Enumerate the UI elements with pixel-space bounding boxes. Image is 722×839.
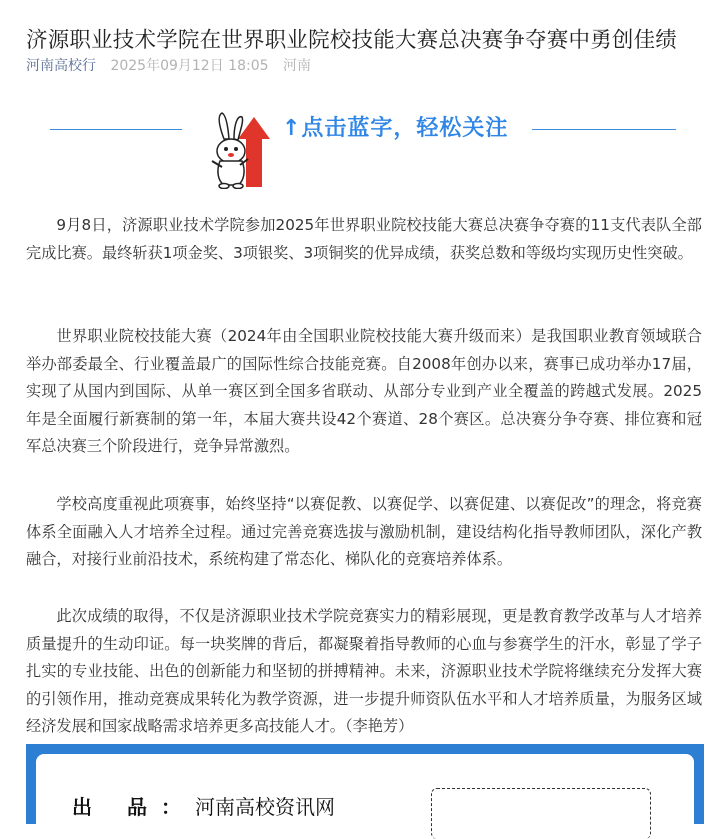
publish-time: 2025年09月12日 18:05 [110,58,269,74]
source-value: 河南高校资讯网 [194,795,335,819]
article-paragraph-1: 9月8日，济源职业技术学院参加2025年世界职业院校技能大赛总决赛争夺赛的11支代表队全部完成比赛。最终斩获1项金奖、3项银奖、3项铜奖的优异成绩，获奖总数和等级均实现历史性突破。 [26,216,702,262]
source-label: 出 品： [72,795,195,819]
article-paragraph-4: 此次成绩的取得，不仅是济源职业技术学院竞赛实力的精彩展现，更是教育教学改革与人才培养质量提升的生动印证。每一块奖牌的背后，都凝聚着指导教师的心血与参赛学生的汗水，彰显了学子扎实的专业技能、出色的创新能力和坚韧的拼搏精神。未来，济源职业技术学院将继续充分发挥大赛的引领作用，推动竞赛成果转化为教学资源，进一步提升师资队伍水平和人才培养质量，为服务区域经济发展和国家战略需求培养更多高技能人才。（李艳芳） [26,607,702,735]
follow-banner[interactable] [0,105,722,185]
qr-code-frame [431,788,651,839]
rabbit-mascot-arrow-icon [202,109,274,189]
article-paragraph-2: 世界职业院校技能大赛（2024年由全国职业院校技能大赛升级而来）是我国职业教育领域联合举办部委最全、行业覆盖最广的国际性综合技能竞赛。自2008年创办以来，赛事已成功举办17届，实现了从国内到国际、从单一赛区到全国多省联动、从部分专业到产业全覆盖的跨越式发展。2025年是全面履行新赛制的第一年，本届大赛共设42个赛道、28个赛区。总决赛分争夺赛、排位赛和冠军总决赛三个阶段进行，竞争异常激烈。 [26,327,702,455]
banner-divider-left [50,129,182,130]
article-title: 济源职业技术学院在世界职业院校技能大赛总决赛争夺赛中勇创佳绩 [26,28,678,54]
article-meta [26,56,311,76]
credits-card-inner [36,754,694,834]
source-line [72,791,335,820]
account-name-link[interactable]: 河南高校行 [26,58,96,74]
follow-prompt-text[interactable]: ↑点击蓝字，轻松关注 [282,116,509,141]
credits-card [26,744,704,824]
publish-location: 河南 [282,58,311,74]
article-paragraph-3: 学校高度重视此项赛事，始终坚持“以赛促教、以赛促学、以赛促建、以赛促改”的理念，将竞赛体系全面融入人才培养全过程。通过完善竞赛选拔与激励机制，建设结构化指导教师团队，深化产教融合，对接行业前沿技术，系统构建了常态化、梯队化的竞赛培养体系。 [26,495,702,568]
banner-divider-right [532,129,676,130]
